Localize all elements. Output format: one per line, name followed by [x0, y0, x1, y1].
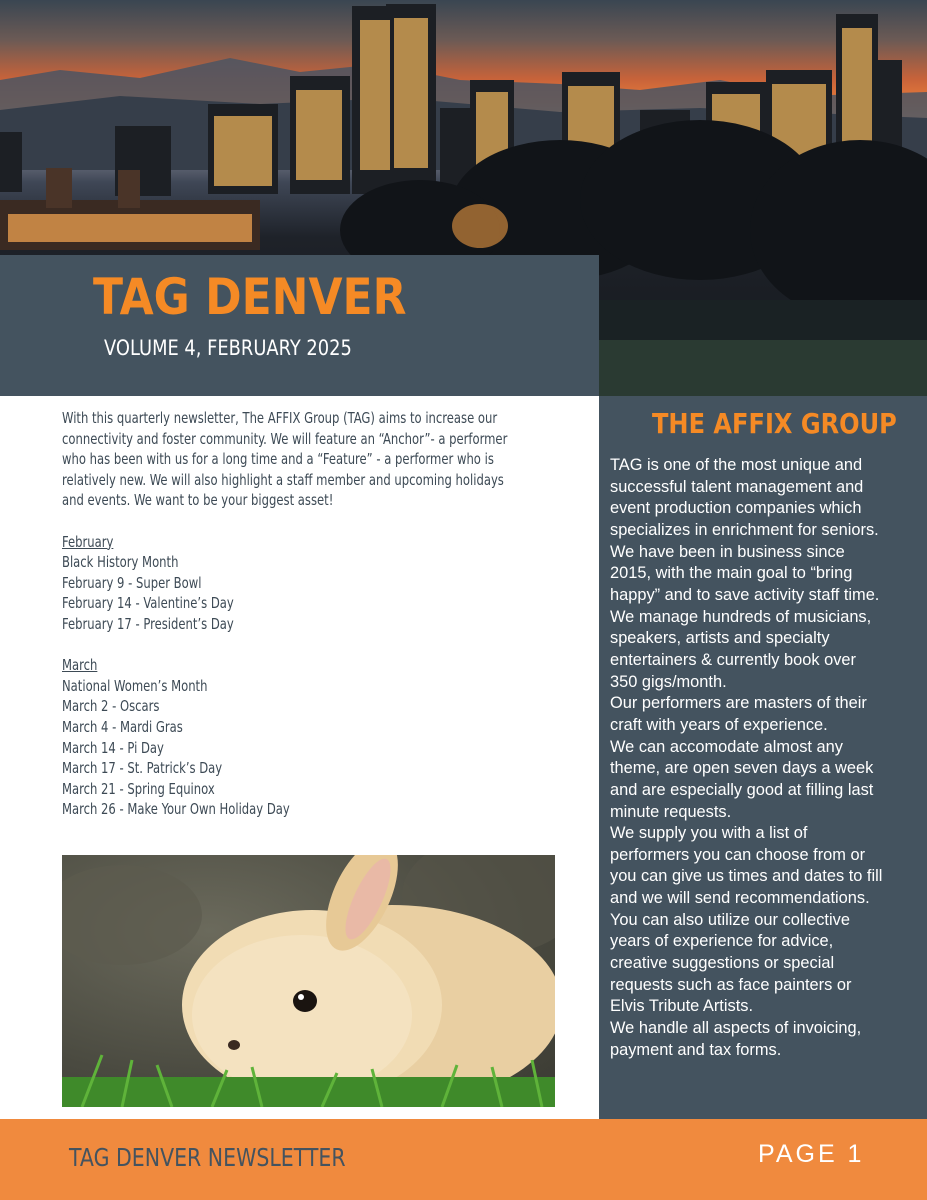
- event-item: March 26 - Make Your Own Holiday Day: [62, 800, 290, 819]
- affix-line: you can give us times and dates to fill: [610, 867, 883, 886]
- intro-line: relatively new. We will also highlight a staff member and upcoming holidays: [62, 470, 504, 489]
- affix-line: 2015, with the main goal to “bring: [610, 564, 853, 583]
- event-item: February 17 - President’s Day: [62, 614, 234, 633]
- event-item: March 4 - Mardi Gras: [62, 717, 183, 736]
- bunny-illustration: [62, 855, 555, 1107]
- affix-line: specializes in enrichment for seniors.: [610, 520, 879, 539]
- event-item: February 9 - Super Bowl: [62, 573, 202, 592]
- affix-line: We can accomodate almost any: [610, 737, 843, 756]
- affix-line: payment and tax forms.: [610, 1040, 782, 1059]
- affix-line: We supply you with a list of: [610, 824, 808, 843]
- affix-line: TAG is one of the most unique and: [610, 456, 863, 474]
- page-number: PAGE 1: [758, 1140, 865, 1168]
- affix-line: Our performers are masters of their: [610, 694, 867, 713]
- event-item: March 17 - St. Patrick’s Day: [62, 759, 223, 778]
- affix-line: We manage hundreds of musicians,: [610, 607, 872, 626]
- intro-line: With this quarterly newsletter, The AFFIX Group (TAG) aims to increase our: [62, 409, 498, 427]
- affix-line: 350 gigs/month.: [610, 672, 727, 691]
- event-item: February 14 - Valentine’s Day: [62, 594, 234, 613]
- bunny-photo: [62, 855, 555, 1107]
- affix-line: and we will send recommendations.: [610, 889, 870, 908]
- affix-line: minute requests.: [610, 802, 732, 821]
- intro-line: and events. We want to be your biggest asset!: [62, 491, 334, 510]
- affix-line: Elvis Tribute Artists.: [610, 997, 754, 1016]
- intro-paragraph: [62, 408, 509, 511]
- event-item: March 21 - Spring Equinox: [62, 779, 215, 798]
- affix-line: We handle all aspects of invoicing,: [610, 1019, 862, 1038]
- event-item: National Women’s Month: [62, 676, 208, 695]
- event-item: Black History Month: [62, 553, 179, 572]
- affix-line: requests such as face painters or: [610, 975, 852, 994]
- event-item: March 2 - Oscars: [62, 697, 160, 716]
- affix-line: and are especially good at filling last: [610, 780, 874, 799]
- affix-heading: THE AFFIX GROUP: [652, 407, 897, 440]
- intro-line: who has been with us for a long time and a “Feature” - a performer who is: [62, 450, 494, 469]
- newsletter-title: TAG DENVER: [93, 268, 407, 326]
- february-heading: February: [62, 532, 114, 551]
- affix-line: performers you can choose from or: [610, 845, 866, 864]
- affix-line: successful talent management and: [610, 477, 864, 496]
- affix-line: creative suggestions or special: [610, 954, 835, 973]
- affix-description: [610, 455, 927, 1061]
- march-heading: March: [62, 656, 98, 675]
- affix-line: craft with years of experience.: [610, 715, 828, 734]
- affix-line: speakers, artists and specialty: [610, 629, 830, 648]
- volume-date: VOLUME 4, FEBRUARY 2025: [104, 336, 352, 360]
- event-item: March 14 - Pi Day: [62, 738, 164, 757]
- intro-line: connectivity and foster community. We will feature an “Anchor”- a performer: [62, 429, 508, 448]
- affix-line: happy” and to save activity staff time.: [610, 585, 880, 604]
- affix-line: You can also utilize our collective: [610, 910, 850, 929]
- affix-line: event production companies which: [610, 499, 862, 518]
- affix-line: entertainers & currently book over: [610, 650, 856, 669]
- affix-line: theme, are open seven days a week: [610, 759, 874, 778]
- intro-column: [62, 408, 582, 820]
- affix-line: We have been in business since: [610, 542, 845, 561]
- affix-line: years of experience for advice,: [610, 932, 834, 951]
- footer-title: TAG DENVER NEWSLETTER: [69, 1143, 346, 1172]
